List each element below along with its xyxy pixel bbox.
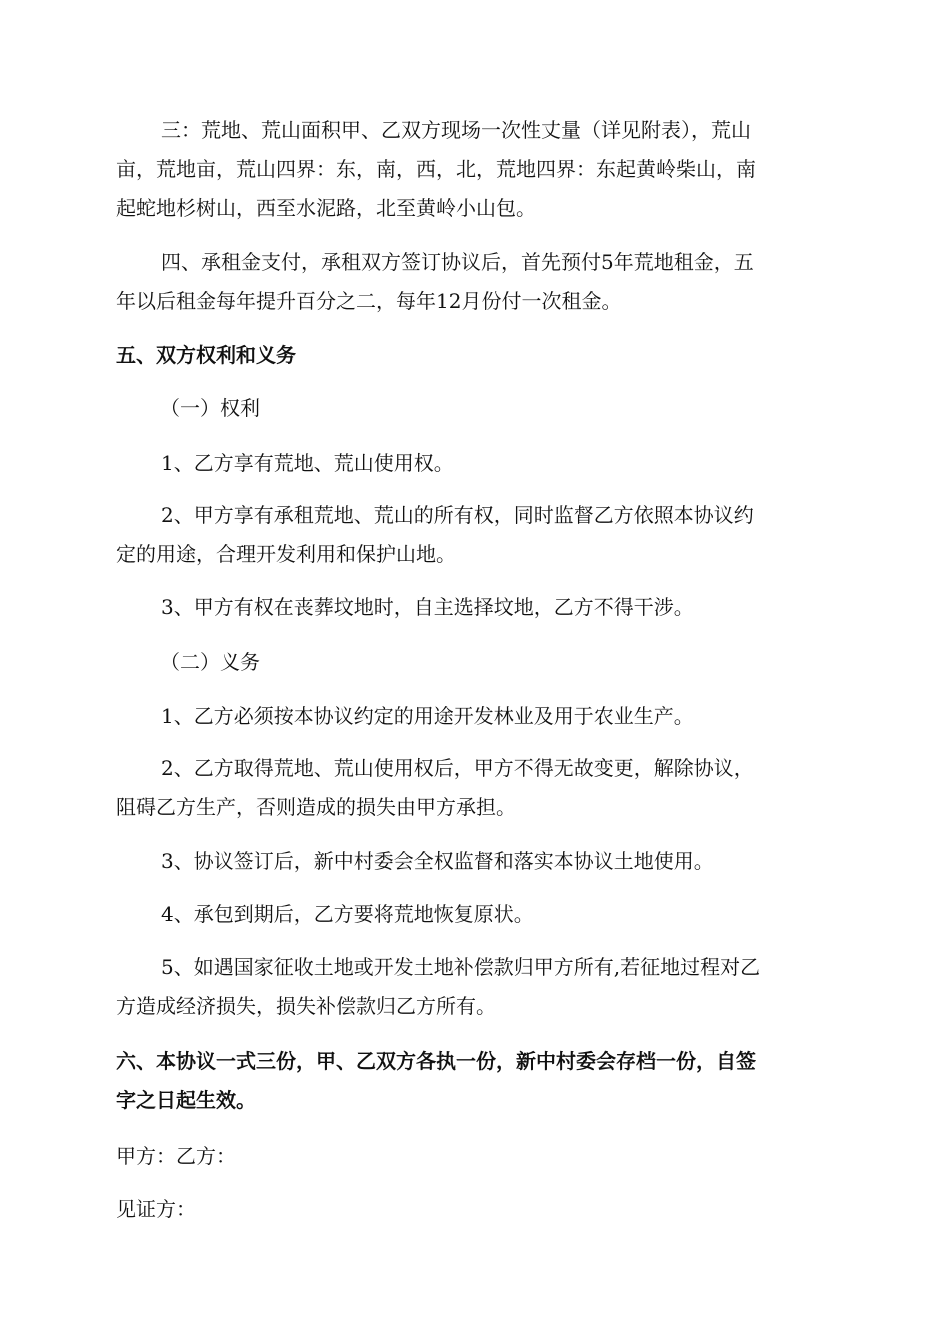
rights-item-1-text: 1、乙方享有荒地、荒山使用权。 bbox=[161, 451, 454, 475]
section-6-line-2: 字之日起生效。 bbox=[116, 1088, 256, 1112]
section-6-paragraph bbox=[116, 1042, 836, 1120]
duties-item-5-line-2: 方造成经济损失，损失补偿款归乙方所有。 bbox=[116, 994, 496, 1018]
witness-signature-line: 见证方： bbox=[116, 1197, 196, 1221]
parties-signature-line: 甲方：乙方： bbox=[116, 1144, 236, 1168]
duties-item-3-text: 3、协议签订后，新中村委会全权监督和落实本协议土地使用。 bbox=[161, 849, 714, 873]
clause-3-paragraph bbox=[116, 111, 836, 228]
rights-item-1 bbox=[116, 444, 836, 483]
clause-4-line-2: 年以后租金每年提升百分之二，每年12月份付一次租金。 bbox=[116, 289, 622, 313]
duties-item-5 bbox=[116, 948, 836, 1026]
duties-item-4 bbox=[116, 895, 836, 934]
duties-heading: （二）义务 bbox=[160, 650, 260, 674]
duties-item-2 bbox=[116, 749, 836, 827]
duties-item-1 bbox=[116, 697, 836, 736]
duties-item-1-text: 1、乙方必须按本协议约定的用途开发林业及用于农业生产。 bbox=[161, 704, 694, 728]
section-5-heading: 五、双方权利和义务 bbox=[116, 343, 296, 367]
duties-item-5-line-1: 5、如遇国家征收土地或开发土地补偿款归甲方所有,若征地过程对乙 bbox=[161, 955, 761, 979]
clause-3-line-3: 起蛇地杉树山，西至水泥路，北至黄岭小山包。 bbox=[116, 196, 536, 220]
clause-4-line-1: 四、承租金支付，承租双方签订协议后，首先预付5年荒地租金，五 bbox=[161, 250, 754, 274]
clause-4-paragraph bbox=[116, 243, 836, 321]
duties-item-3 bbox=[116, 842, 836, 881]
section-6-line-1: 六、本协议一式三份，甲、乙双方各执一份，新中村委会存档一份，自签 bbox=[116, 1049, 756, 1073]
rights-item-2-line-2: 定的用途，合理开发利用和保护山地。 bbox=[116, 542, 456, 566]
clause-3-line-2: 亩，荒地亩，荒山四界：东，南，西，北，荒地四界：东起黄岭柴山，南 bbox=[116, 157, 756, 181]
rights-item-3-text: 3、甲方有权在丧葬坟地时，自主选择坟地，乙方不得干涉。 bbox=[161, 595, 694, 619]
rights-item-3 bbox=[116, 588, 836, 627]
clause-3-line-1: 三：荒地、荒山面积甲、乙双方现场一次性丈量（详见附表），荒山 bbox=[161, 118, 751, 142]
rights-item-2 bbox=[116, 496, 836, 574]
duties-item-2-line-1: 2、乙方取得荒地、荒山使用权后，甲方不得无故变更，解除协议， bbox=[161, 756, 754, 780]
rights-heading: （一）权利 bbox=[160, 396, 260, 420]
rights-item-2-line-1: 2、甲方享有承租荒地、荒山的所有权，同时监督乙方依照本协议约 bbox=[161, 503, 754, 527]
duties-item-4-text: 4、承包到期后，乙方要将荒地恢复原状。 bbox=[161, 902, 534, 926]
duties-item-2-line-2: 阻碍乙方生产，否则造成的损失由甲方承担。 bbox=[116, 795, 516, 819]
